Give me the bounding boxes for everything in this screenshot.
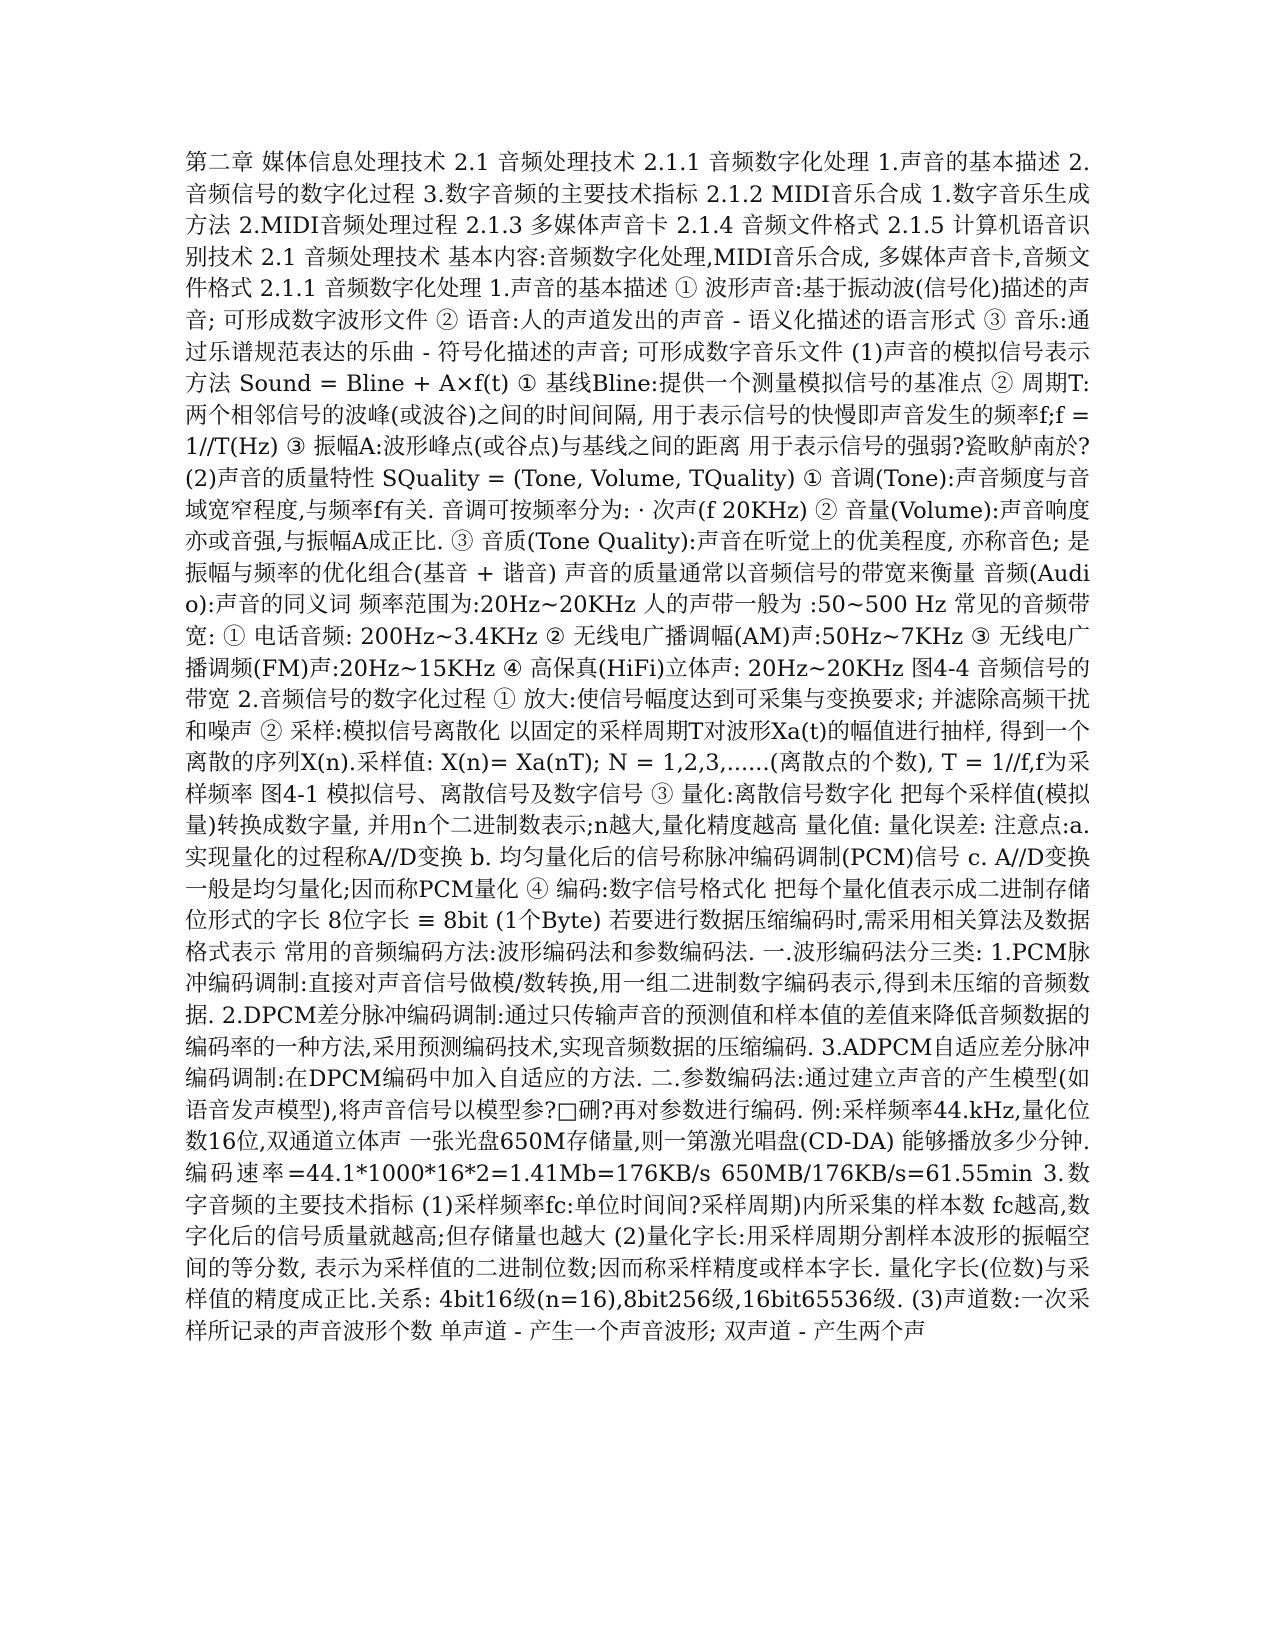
body-text: 第二章 媒体信息处理技术 2.1 音频处理技术 2.1.1 音频数字化处理 1.声音的基本描述 2.音频信号的数字化过程 3.数字音频的主要技术指标 2.1.2 MIDI音乐合成 1.数字音乐生成方法 2.MIDI音频处理过程 2.1.3 多媒体声音卡 2.1.4 音频文件格式 2.1.5 计算机语音识别技术 2.1 音频处理技术 基本内容:音频数字化处理,MIDI音乐合成, 多媒体声音卡,音频文件格式 2.1.1 音频数字化处理 1.声音的基本描述 ① 波形声音:基于振动波(信号化)描述的声音; 可形成数字波形文件 ② 语音:人的声道发出的声音 - 语义化描述的语言形式 ③ 音乐:通过乐谱规范表达的乐曲 - 符号化描述的声音; 可形成数字音乐文件 (1)声音的模拟信号表示方法 Sound = Bline + A×f(t) ① 基线Bline:提供一个测量模拟信号的基准点 ② 周期T:两个相邻信号的波峰(或波谷)之间的时间间隔, 用于表示信号的快慢即声音发生的频率f;f = 1//T(Hz) ③ 振幅A:波形峰点(或谷点)与基线之间的距离 用于表示信号的强弱?瓷畋舻南於? (2)声音的质量特性 SQuality = (Tone, Volume, TQuality) ① 音调(Tone):声音频度与音域宽窄程度,与频率f有关. 音调可按频率分为: · 次声(f 20KHz) ② 音量(Volume):声音响度亦或音强,与振幅A成正比. ③ 音质(Tone Quality):声音在听觉上的优美程度, 亦称音色; 是振幅与频率的优化组合(基音 + 谐音) 声音的质量通常以音频信号的带宽来衡量 音频(Audio):声音的同义词 频率范围为:20Hz~20KHz 人的声带一般为 :50~500 Hz 常见的音频带宽: ① 电话音频: 200Hz~3.4KHz ② 无线电广播调幅(AM)声:50Hz~7KHz ③ 无线电广播调频(FM)声:20Hz~15KHz ④ 高保真(HiFi)立体声: 20Hz~20KHz 图4-4 音频信号的带宽 2.音频信号的数字化过程 ① 放大:使信号幅度达到可采集与变换要求; 并滤除高频干扰和噪声 ② 采样:模拟信号离散化 以固定的采样周期T对波形Xa(t)的幅值进行抽样, 得到一个离散的序列X(n).采样值: X(n)= Xa(nT); N = 1,2,3,......(离散点的个数), T = 1//f,f为采样频率 图4-1 模拟信号、离散信号及数字信号 ③ 量化:离散信号数字化 把每个采样值(模拟量)转换成数字量, 并用n个二进制数表示;n越大,量化精度越高 量化值: 量化误差: 注意点:a. 实现量化的过程称A//D变换 b. 均匀量化后的信号称脉冲编码调制(PCM)信号 c. A//D变换一般是均匀量化;因而称PCM量化 ④ 编码:数字信号格式化 把每个量化值表示成二进制存储位形式的字长 8位字长 ≡ 8bit (1个Byte) 若要进行数据压缩编码时,需采用相关算法及数据格式表示 常用的音频编码方法:波形编码法和参数编码法. 一.波形编码法分三类: 1.PCM脉冲编码调制:直接对声音信号做模/数转换,用一组二进制数字编码表示,得到未压缩的音频数据. 2.DPCM差分脉冲编码调制:通过只传输声音的预测值和样本值的差值来降低音频数据的编码率的一种方法,采用预测编码技术,实现音频数据的压缩编码. 3.ADPCM自适应差分脉冲编码调制:在DPCM编码中加入自适应的方法. 二.参数编码法:通过建立声音的产生模型(如语音发声模型),将声音信号以模型参?□硎?再对参数进行编码. 例:采样频率44.kHz,量化位数16位,双通道立体声 一张光盘650M存储量,则一第激光唱盘(CD-DA) 能够播放多少分钟. 编码速率=44.1*1000*16*2=1.41Mb=176KB/s 650MB/176KB/s=61.55min 3.数字音频的主要技术指标 (1)采样频率fc:单位时间间?采样周期)内所采集的样本数 fc越高,数字化后的信号质量就越高;但存储量也越大 (2)量化字长:用采样周期分割样本波形的振幅空间的等分数, 表示为采样值的二进制位数;因而称采样精度或样本字长. 量化字长(位数)与采样值的精度成正比.关系: 4bit16级(n=16),8bit256级,16bit65536级. (3)声道数:一次采样所记录的声音波形个数 单声道 - 产生一个声音波形; 双声道 - 产生两个声 — [185, 150, 1090, 1345]
